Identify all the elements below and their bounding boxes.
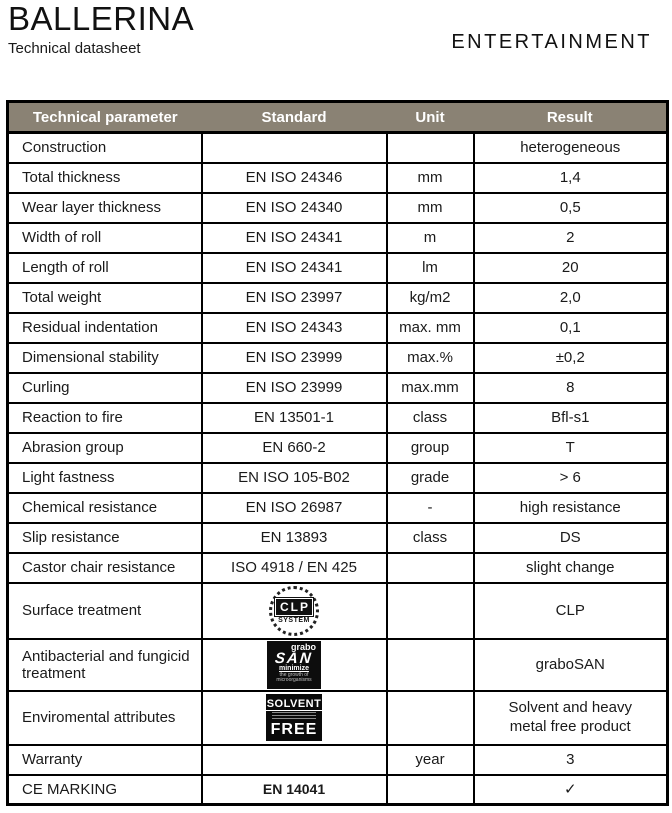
table-row (8, 313, 668, 343)
unit-cell: max. mm (387, 313, 474, 343)
unit-cell (387, 639, 474, 691)
standard-cell (202, 639, 387, 691)
result-cell: slight change (474, 553, 668, 583)
result-cell: graboSAN (474, 639, 668, 691)
result-cell: 8 (474, 373, 668, 403)
grabosan-tagline: minimize (279, 665, 309, 672)
parameter-cell: Chemical resistance (8, 493, 202, 523)
standard-cell: EN ISO 26987 (202, 493, 387, 523)
solvent-free-logo-bottom-text: FREE (270, 721, 318, 739)
parameter-cell: Enviromental attributes (8, 691, 202, 745)
solvent-free-logo-stripes (272, 712, 316, 721)
table-row (8, 775, 668, 805)
parameter-cell: Reaction to fire (8, 403, 202, 433)
parameter-cell: Abrasion group (8, 433, 202, 463)
clp-logo-subtext: SYSTEM (278, 616, 310, 624)
standard-cell: ISO 4918 / EN 425 (202, 553, 387, 583)
result-cell: T (474, 433, 668, 463)
parameter-cell: Total weight (8, 283, 202, 313)
result-cell: 2 (474, 223, 668, 253)
table-row (8, 403, 668, 433)
table-row (8, 223, 668, 253)
standard-cell (202, 691, 387, 745)
parameter-cell: Warranty (8, 745, 202, 775)
unit-cell (387, 775, 474, 805)
standard-cell: EN ISO 24340 (202, 193, 387, 223)
unit-cell (387, 553, 474, 583)
unit-cell: grade (387, 463, 474, 493)
unit-cell: year (387, 745, 474, 775)
standard-cell: EN ISO 23999 (202, 373, 387, 403)
solvent-free-logo (266, 694, 322, 741)
clp-system-logo (269, 586, 319, 636)
result-cell: 0,5 (474, 193, 668, 223)
table-row (8, 745, 668, 775)
result-cell: > 6 (474, 463, 668, 493)
parameter-cell: Dimensional stability (8, 343, 202, 373)
table-row (8, 433, 668, 463)
table-row (8, 691, 668, 745)
page-title: BALLERINA (8, 0, 195, 37)
grabosan-logo (267, 641, 321, 689)
result-cell: 0,1 (474, 313, 668, 343)
result-cell: 3 (474, 745, 668, 775)
unit-cell: class (387, 523, 474, 553)
result-cell: heterogeneous (474, 133, 668, 163)
standard-cell: EN ISO 105-B02 (202, 463, 387, 493)
table-row (8, 343, 668, 373)
table-row (8, 523, 668, 553)
table-row (8, 639, 668, 691)
table-row (8, 193, 668, 223)
standard-cell: EN 13501-1 (202, 403, 387, 433)
parameter-cell: Residual indentation (8, 313, 202, 343)
result-cell: Bfl-s1 (474, 403, 668, 433)
grabosan-brand-text: grabo (290, 641, 316, 652)
technical-parameters-table (6, 100, 669, 806)
result-cell: high resistance (474, 493, 668, 523)
unit-cell: - (387, 493, 474, 523)
standard-cell: EN ISO 23999 (202, 343, 387, 373)
unit-cell (387, 133, 474, 163)
standard-cell: EN ISO 24341 (202, 223, 387, 253)
standard-cell: EN ISO 24343 (202, 313, 387, 343)
result-cell: 20 (474, 253, 668, 283)
parameter-cell: Width of roll (8, 223, 202, 253)
standard-cell: EN ISO 23997 (202, 283, 387, 313)
result-cell: 1,4 (474, 163, 668, 193)
standard-cell (202, 133, 387, 163)
table-row (8, 283, 668, 313)
unit-cell: max.mm (387, 373, 474, 403)
parameter-cell: Total thickness (8, 163, 202, 193)
standard-cell: EN ISO 24346 (202, 163, 387, 193)
clp-logo-text: CLP (275, 598, 313, 616)
standard-cell (202, 583, 387, 639)
parameter-cell: Antibacterial and fungicid treatment (8, 639, 202, 691)
parameter-cell: Construction (8, 133, 202, 163)
unit-cell: class (387, 403, 474, 433)
result-cell: 2,0 (474, 283, 668, 313)
table-row (8, 463, 668, 493)
unit-cell: mm (387, 193, 474, 223)
table-row (8, 553, 668, 583)
parameter-cell: Slip resistance (8, 523, 202, 553)
standard-cell: EN ISO 24341 (202, 253, 387, 283)
table-row (8, 583, 668, 639)
table-row (8, 373, 668, 403)
unit-cell: mm (387, 163, 474, 193)
column-header-unit: Unit (387, 102, 474, 133)
table-row (8, 163, 668, 193)
parameter-cell: Wear layer thickness (8, 193, 202, 223)
standard-cell: EN 14041 (202, 775, 387, 805)
document-header (0, 0, 672, 100)
table-row (8, 133, 668, 163)
unit-cell (387, 583, 474, 639)
result-cell: DS (474, 523, 668, 553)
parameter-cell: Surface treatment (8, 583, 202, 639)
standard-cell: EN 13893 (202, 523, 387, 553)
result-cell: ±0,2 (474, 343, 668, 373)
table-row (8, 253, 668, 283)
unit-cell: lm (387, 253, 474, 283)
parameter-cell: CE MARKING (8, 775, 202, 805)
table-row (8, 493, 668, 523)
parameter-cell: Curling (8, 373, 202, 403)
solvent-free-logo-top-text: SOLVENT (266, 697, 322, 710)
result-cell: CLP (474, 583, 668, 639)
column-header-result: Result (474, 102, 668, 133)
unit-cell: max.% (387, 343, 474, 373)
parameter-cell: Light fastness (8, 463, 202, 493)
page-subtitle: Technical datasheet (8, 39, 141, 57)
unit-cell: group (387, 433, 474, 463)
unit-cell (387, 691, 474, 745)
unit-cell: m (387, 223, 474, 253)
column-header-technical-parameter: Technical parameter (8, 102, 202, 133)
result-cell: Solvent and heavy metal free product (474, 691, 668, 745)
standard-cell: EN 660-2 (202, 433, 387, 463)
unit-cell: kg/m2 (387, 283, 474, 313)
collection-name: ENTERTAINMENT (451, 31, 652, 53)
column-header-standard: Standard (202, 102, 387, 133)
parameter-cell: Castor chair resistance (8, 553, 202, 583)
result-cell: ✓ (474, 775, 668, 805)
parameter-cell: Length of roll (8, 253, 202, 283)
grabosan-tagline-small: the growth of microorganisms (276, 671, 312, 684)
standard-cell (202, 745, 387, 775)
grabosan-name-text: SAN (274, 649, 314, 667)
table-header-row (8, 102, 668, 133)
